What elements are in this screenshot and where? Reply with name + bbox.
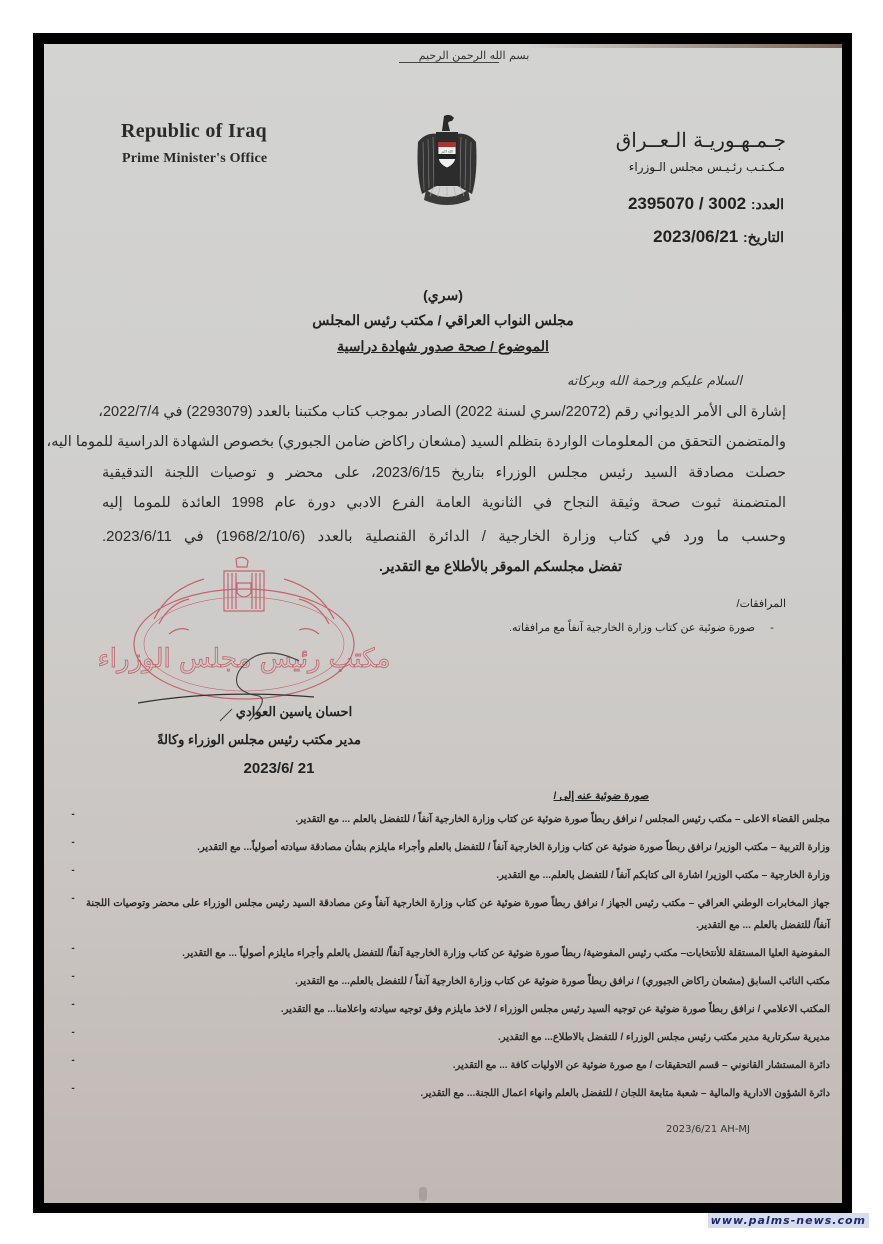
classification-label: (سري)	[423, 287, 463, 303]
source-watermark-link[interactable]: www.palms-news.com	[708, 1213, 869, 1228]
bullet-dash: -	[770, 622, 774, 634]
copy-recipient-item: - المفوضية العليا المستقلة للأنتخابات– مكتب رئيس المفوضية/ ربطاً صورة ضوئية عن كتاب وزارة الخارجية آنفاً/ للتفضل بالعلم وأجراء مايلزم أصولياً ... مع التقدير.	[60, 943, 830, 965]
svg-text:الله اكبر: الله اكبر	[441, 149, 453, 154]
bullet-dash: -	[71, 865, 75, 876]
date-label: التاريخ:	[742, 229, 784, 245]
subject-line	[44, 338, 842, 355]
attachment-text: صورة ضوئية عن كتاب وزارة الخارجية آنفاً مع مرافقاته.	[508, 622, 755, 634]
basmala: بسم الله الرحمن الرحيم	[418, 49, 530, 62]
copy-recipient-item: - مديرية سكرتارية مدير مكتب رئيس مجلس الوزراء / للتفضل بالاطلاع... مع التقدير.	[60, 1027, 830, 1049]
copy-recipient-item: - دائرة المستشار القانوني – قسم التحقيقات / مع صورة ضوئية عن الاوليات كافة ... مع التقدير.	[60, 1055, 830, 1077]
bullet-dash: -	[71, 1027, 75, 1038]
closing-line: تفضل مجلسكم الموقر بالأطلاع مع التقدير.	[378, 558, 622, 574]
footer-reference-code: 2023/6/21 AH-MJ	[666, 1124, 750, 1135]
body-paragraph-line: وحسب ما ورد في كتاب وزارة الخارجية / الدائرة القنصلية بالعدد (1968/2/10/6) في 2023/6/11.	[102, 528, 786, 545]
greeting: السلام عليكم ورحمة الله وبركاته	[566, 374, 742, 389]
bullet-dash: -	[71, 971, 75, 982]
signatory-name: احسان ياسين العوادي	[235, 704, 353, 719]
copy-recipient-item: - مكتب النائب السابق (مشعان راكاض الجبوري) / نرافق ربطاً صورة ضوئية عن كتاب وزارة الخارجية آنفاً / للتفضل بالعلم... مع التقدير.	[60, 971, 830, 993]
copies-to-label: صورة ضوئية عنه إلى /	[553, 790, 649, 802]
copy-recipient-item: - المكتب الاعلامي / نرافق ربطاً صورة ضوئية عن توجيه السيد رئيس مجلس الوزراء / لاخذ مايلزم وفق توجيه سيادته واعلامنا... مع التقدير.	[60, 999, 830, 1021]
english-letterhead-title: Republic of Iraq	[121, 120, 267, 142]
date-value: 2023/06/21	[653, 227, 739, 246]
letter-paper	[44, 44, 842, 1203]
bullet-dash: -	[71, 893, 75, 904]
addressee: مجلس النواب العراقي / مكتب رئيس المجلس	[312, 312, 574, 328]
bullet-dash: -	[71, 1055, 75, 1066]
bullet-dash: -	[71, 809, 75, 820]
letter-date	[653, 227, 784, 247]
reference-value: 2395070 / 3002	[627, 194, 747, 213]
signatory-title: مدير مكتب رئيس مجلس الوزراء وكالةً	[156, 732, 362, 747]
copy-recipient-item: - مجلس القضاء الاعلى – مكتب رئيس المجلس / نرافق ربطاً صورة ضوئية عن كتاب وزارة الخارجية آنفاً / للتفضل بالعلم ... مع التقدير.	[60, 809, 830, 831]
body-paragraph-line: والمتضمن التحقق من المعلومات الواردة بتظلم السيد (مشعان راكاض ضامن الجبوري) بخصوص الشهادة الدراسية للموما اليه،	[46, 434, 786, 450]
body-paragraph-line: المتضمنة ثبوت صحة وثيقة النجاح في الثانوية العامة الفرع الادبي دورة عام 1998 العائدة للموما إليه	[102, 495, 787, 511]
reference-number	[628, 194, 784, 214]
subject-text: الموضوع / صحة صدور شهادة دراسية	[337, 338, 549, 354]
attachments-label: المرافقات/	[736, 598, 786, 610]
arabic-letterhead-title: جـمـهـوريـة الـعــراق	[615, 128, 786, 152]
bullet-dash: -	[71, 943, 75, 954]
basmala-underline	[399, 62, 499, 63]
bullet-dash: -	[71, 837, 75, 848]
body-paragraph-line: حصلت مصادقة السيد رئيس مجلس الوزراء بتاريخ 2023/6/15، على محضر و توصيات اللجنة التدقيقية	[102, 465, 786, 481]
attachment-item	[509, 621, 786, 634]
body-paragraph-line: إشارة الى الأمر الديواني رقم (22072/سري لسنة 2022) الصادر بموجب كتاب مكتبنا بالعدد (2293079) في 2022/7/4،	[98, 404, 786, 420]
copies-list	[60, 809, 830, 1111]
copy-recipient-item: - جهاز المخابرات الوطني العراقي – مكتب رئيس الجهاز / نرافق ربطاً صورة ضوئية عن كتاب وزارة الخارجية آنفاً وعن مصادقة السيد رئيس مجلس الوزراء على محضر وتوصيات اللجنة آنفاً/ للتفضل بالعلم ... مع التقدير.	[60, 893, 830, 937]
paper-top-edge-shadow	[44, 44, 842, 48]
english-letterhead-subtitle: Prime Minister's Office	[122, 151, 268, 166]
bullet-dash: -	[71, 1083, 75, 1094]
bullet-dash: -	[71, 999, 75, 1010]
reference-label: العدد:	[750, 196, 784, 212]
copy-recipient-item: - دائرة الشؤون الادارية والمالية – شعبة متابعة اللجان / للتفضل بالعلم وانهاء اعمال اللجنة... مع التقدير.	[60, 1083, 830, 1105]
stamp-text: مكتب رئيس مجلس الوزراء	[97, 644, 391, 674]
paper-smudge	[419, 1187, 427, 1201]
copy-recipient-item: - وزارة الخارجية – مكتب الوزير/ اشارة الى كتابكم آنفاً / للتفضل بالعلم... مع التقدير.	[60, 865, 830, 887]
arabic-letterhead-subtitle: مـكـتـب رئـيـس مجلس الـوزراء	[628, 160, 785, 174]
iraq-eagle-emblem-icon	[414, 112, 480, 212]
signature-date: 2023/6/ 21	[243, 760, 315, 777]
copy-recipient-item: - وزارة التربية – مكتب الوزير/ نرافق ربطاً صورة ضوئية عن كتاب وزارة الخارجية آنفاً / للتفضل بالعلم وأجراء مايلزم بشأن مصادقة سيادته أصولياً... مع التقدير.	[60, 837, 830, 859]
